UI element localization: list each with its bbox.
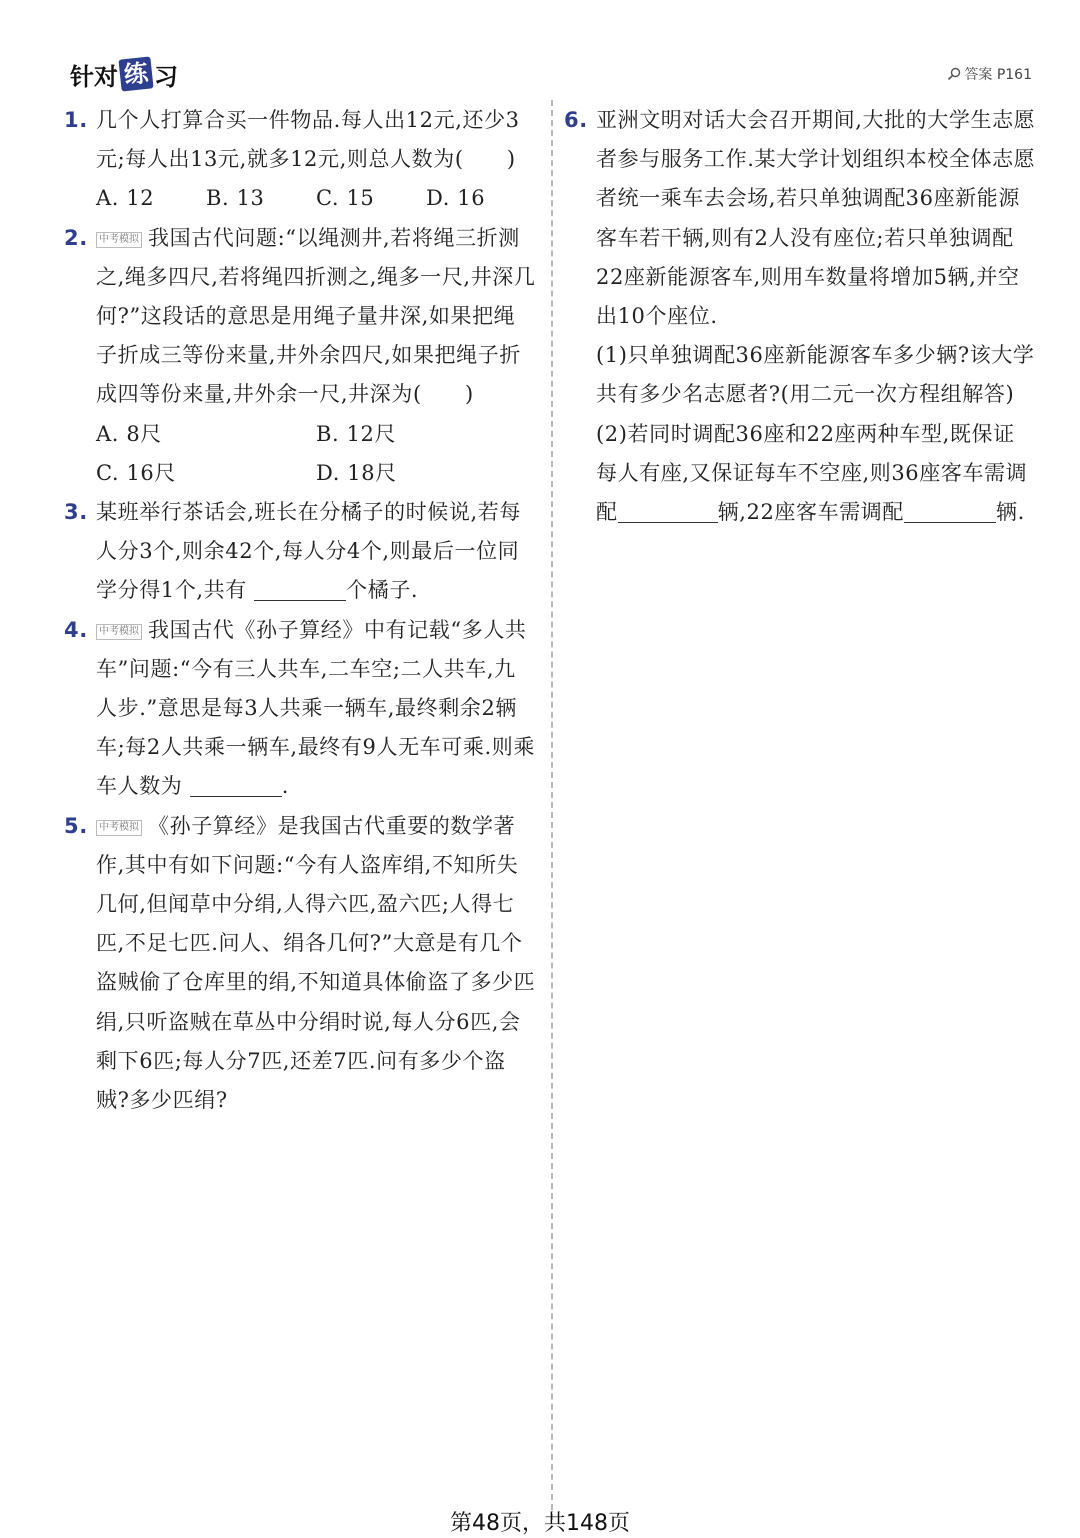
part2-end: 辆.: [996, 500, 1025, 525]
title-part2: 习: [154, 62, 178, 91]
question-2: [64, 219, 536, 493]
question-body: 某班举行茶话会,班长在分橘子的时候说,若每人分3个,则余42个,每人分4个,则最后一位同学分得1个,共有: [96, 500, 521, 603]
question-part-2: [596, 415, 1036, 533]
question-body-end: 个橘子.: [346, 578, 419, 603]
question-6: [564, 101, 1036, 532]
exam-tag: 中考模拟: [96, 820, 142, 836]
question-body: 我国古代《孙子算经》中有记载“多人共车”问题:“今有三人共车,二车空;二人共车,九人步.”意思是每3人共乘一辆车,最终剩余2辆车;每2人共乘一辆车,最终有9人无车可乘.则乘车人数为: [96, 617, 535, 799]
question-body: 我国古代问题:“以绳测井,若将绳三折测之,绳多四尺,若将绳四折测之,绳多一尺,井深几何?”这段话的意思是用绳子量井深,如果把绳子折成三等份来量,井外余四尺,如果把绳子折成四等份来量,井外余一尺,井深为( ): [96, 225, 536, 407]
option-c: C. 15: [316, 186, 375, 211]
page-indicator: 第48页，共148页: [450, 1511, 630, 1536]
question-body: 《孙子算经》是我国古代重要的数学著作,其中有如下问题:“今有人盗库绢,不知所失几何,但闻草中分绢,人得六匹,盈六匹;人得七匹,不足七匹.问人、绢各几何?”大意是有几个盗贼偷了仓库里的绢,不知道具体偷盗了多少匹绢,只听盗贼在草丛中分绢时说,每人分6匹,会剩下6匹;每人分7匹,还差7匹.问有多少个盗贼?多少匹绢?: [96, 813, 536, 1113]
answer-blank-36-seat[interactable]: [618, 497, 718, 523]
answer-blank[interactable]: [190, 771, 282, 797]
option-b: B. 12尺: [316, 421, 397, 446]
question-text: 亚洲文明对话大会召开期间,大批的大学生志愿者参与服务工作.某大学计划组织本校全体志愿者统一乘车去会场,若只单独调配36座新能源客车若干辆,则有2人没有座位;若只单独调配22座新能源客车,则用车数量将增加5辆,并空出10个座位.: [596, 108, 1036, 329]
question-1: [64, 101, 536, 219]
answer-blank[interactable]: [254, 575, 346, 601]
options-row-1: [96, 415, 536, 454]
options-row-2: [96, 454, 536, 493]
part2-middle: 辆,22座客车需调配: [717, 500, 905, 525]
question-number: 1.: [64, 108, 88, 132]
answer-reference: [947, 64, 1032, 84]
title-part1: 针对: [70, 62, 118, 91]
option-a: A. 12: [96, 186, 155, 211]
question-number: 2.: [64, 225, 88, 250]
title-boxed-char: 练: [118, 56, 153, 91]
option-a: A. 8尺: [96, 421, 162, 446]
answer-blank-22-seat[interactable]: [904, 497, 996, 523]
question-text: [96, 219, 536, 415]
right-column: [564, 101, 1036, 532]
question-number: 5.: [64, 813, 88, 838]
options: [96, 179, 536, 218]
question-text: [96, 493, 536, 611]
option-c: C. 16尺: [96, 460, 176, 485]
question-5: [64, 807, 536, 1121]
part2-body: (2)若同时调配36座和22座两种车型,既保证每人有座,又保证每车不空座,则36座客车需调配: [596, 421, 1028, 525]
question-4: [64, 611, 536, 807]
exam-tag: 中考模拟: [96, 232, 142, 248]
exam-tag: 中考模拟: [96, 624, 142, 640]
answer-ref-text: 答案 P161: [964, 67, 1032, 83]
option-d: D. 16: [426, 186, 486, 211]
question-part-1: (1)只单独调配36座新能源客车多少辆?该大学共有多少名志愿者?(用二元一次方程组解答): [596, 343, 1035, 407]
column-divider: [551, 100, 553, 1520]
left-column: [64, 101, 536, 1120]
option-d: D. 18尺: [316, 460, 397, 485]
question-number: 6.: [564, 108, 588, 132]
section-title: [70, 56, 178, 92]
question-3: [64, 493, 536, 611]
question-number: 4.: [64, 617, 88, 642]
question-number: 3.: [64, 500, 88, 525]
option-b: B. 13: [206, 186, 265, 211]
question-text: [96, 807, 536, 1121]
question-body-end: .: [281, 774, 289, 799]
question-text: 几个人打算合买一件物品.每人出12元,还少3元;每人出13元,就多12元,则总人数为( ): [96, 108, 520, 172]
magnifier-icon: [947, 67, 961, 81]
question-text: [96, 611, 536, 807]
